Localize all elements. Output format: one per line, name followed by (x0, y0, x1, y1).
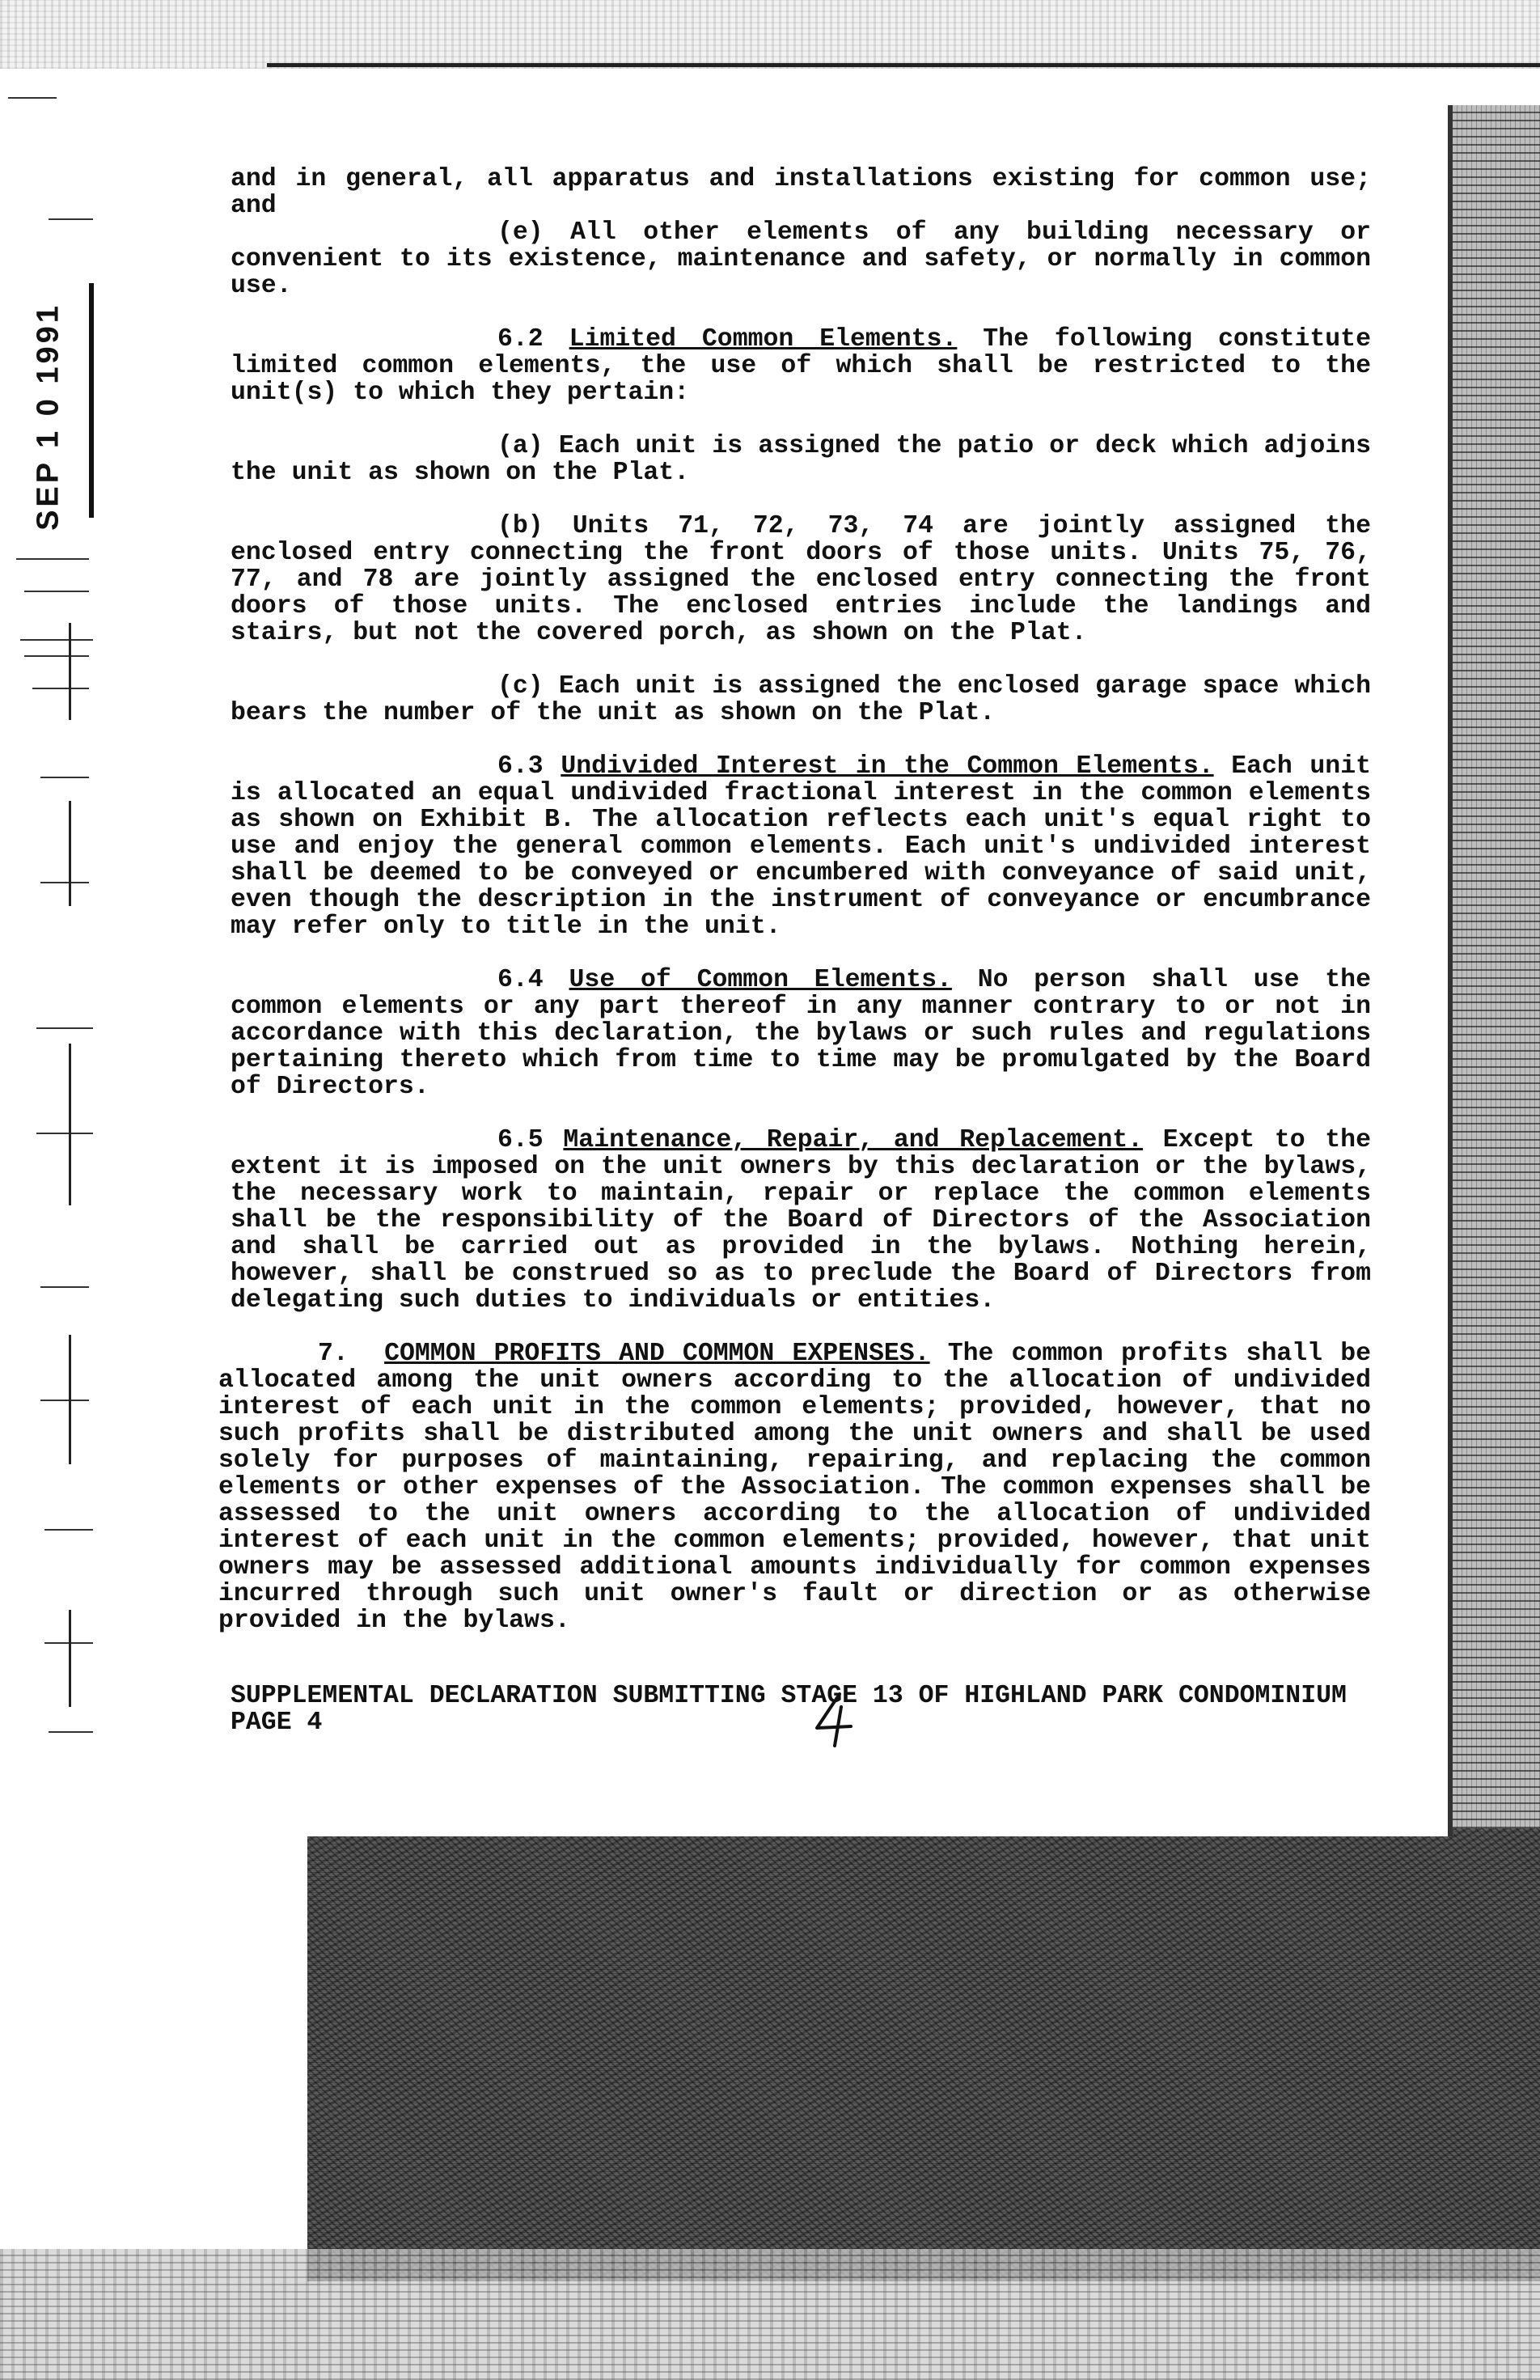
section-6-2 (231, 326, 1371, 406)
section-6-4-number: 6.4 (497, 966, 544, 994)
paragraph-6-1-e: (e) All other elements of any building necessary or convenient to its existence, maintenance and safety, or normally in common use. (231, 218, 1371, 300)
paragraph-general-apparatus: and in general, all apparatus and installations existing for common use; and (231, 165, 1371, 220)
section-7 (218, 1340, 1371, 1634)
left-margin-bar (89, 283, 94, 518)
section-6-5 (231, 1127, 1371, 1314)
section-6-4-heading: Use of Common Elements. (569, 966, 952, 994)
date-stamp-text: SEP 1 0 1991 (31, 303, 66, 531)
section-7-body: The common profits shall be allocated among the unit owners according to the allocation of undivided interest of each unit in the common elements; provided, however, that no such profits shall be distributed among the unit owners and shall be used solely for purposes of maintaining, repairing, and replacing the common elements or other expenses of the Association. The common expenses shall be assessed to the unit owners according to the allocation of undivided interest of each unit in the common elements; provided, however, that unit owners may be assessed additional amounts individually for common expenses incurred through such unit owner's fault or direction or as otherwise provided in the bylaws. (218, 1340, 1372, 1635)
section-6-3-number: 6.3 (497, 752, 544, 781)
handwritten-page-number (809, 1691, 857, 1747)
section-6-2-c: (c) Each unit is assigned the enclosed garage space which bears the number of the unit as shown on the Plat. (231, 672, 1371, 727)
footer-page-label: PAGE 4 (231, 1709, 323, 1737)
document-body (218, 165, 1372, 1635)
date-stamp (24, 303, 73, 531)
scan-noise-bottom (307, 1828, 1540, 2281)
section-6-2-b: (b) Units 71, 72, 73, 74 are jointly assigned the enclosed entry connecting the front doors of those units. Units 75, 76, 77, and 78 are jointly assigned the enclosed entry connecting the front doors of those units. The enclosed entries include the landings and stairs, but not the covered porch, as shown on the Plat. (231, 512, 1371, 647)
section-6-5-body: Except to the extent it is imposed on the unit owners by this declaration or the bylaws, the necessary work to maintain, repair or replace the common elements shall be the responsibility of the Board of Directors of the Association and shall be carried out as provided in the bylaws. Nothing herein, however, shall be construed so as to preclude the Board of Directors from delegating such duties to individuals or entities. (231, 1126, 1371, 1315)
scan-noise-top (0, 0, 1540, 69)
section-6-3-body: Each unit is allocated an equal undivided fractional interest in the common elements as shown on Exhibit B. The allocation reflects each unit's equal right to use and enjoy the general common elements. Each unit's undivided interest shall be deemed to be conveyed or encumbered with conveyance of said unit, even though the description in the instrument of conveyance or encumbrance may refer only to title in the unit. (231, 752, 1372, 941)
section-6-5-number: 6.5 (497, 1126, 544, 1154)
section-6-2-body: The following constitute limited common elements, the use of which shall be restricted to the unit(s) to which they pertain: (231, 325, 1371, 407)
section-7-heading: COMMON PROFITS AND COMMON EXPENSES. (384, 1340, 930, 1368)
footer-title: SUPPLEMENTAL DECLARATION SUBMITTING STAGE 13 OF HIGHLAND PARK CONDOMINIUM (231, 1682, 1347, 1710)
page-edge (1448, 105, 1453, 1836)
scan-rule-top (267, 63, 1540, 67)
section-6-3-heading: Undivided Interest in the Common Elements. (561, 752, 1214, 781)
page-footer (231, 1683, 1379, 1736)
scan-noise-right (1452, 105, 1540, 1853)
section-7-number: 7. (318, 1340, 349, 1368)
section-6-2-a: (a) Each unit is assigned the patio or deck which adjoins the unit as shown on the Plat. (231, 432, 1371, 487)
section-6-3 (231, 753, 1371, 940)
section-6-2-number: 6.2 (497, 325, 544, 354)
section-6-2-heading: Limited Common Elements. (569, 325, 958, 354)
section-6-4-body: No person shall use the common elements or any part thereof in any manner contrary to or not in accordance with this declaration, the bylaws or such rules and regulations pertaining thereto which from time to time may be promulgated by the Board of Directors. (231, 966, 1371, 1101)
scan-noise-bottom-strip (0, 2249, 1540, 2380)
section-6-4 (231, 967, 1371, 1100)
section-6-5-heading: Maintenance, Repair, and Replacement. (563, 1126, 1144, 1154)
